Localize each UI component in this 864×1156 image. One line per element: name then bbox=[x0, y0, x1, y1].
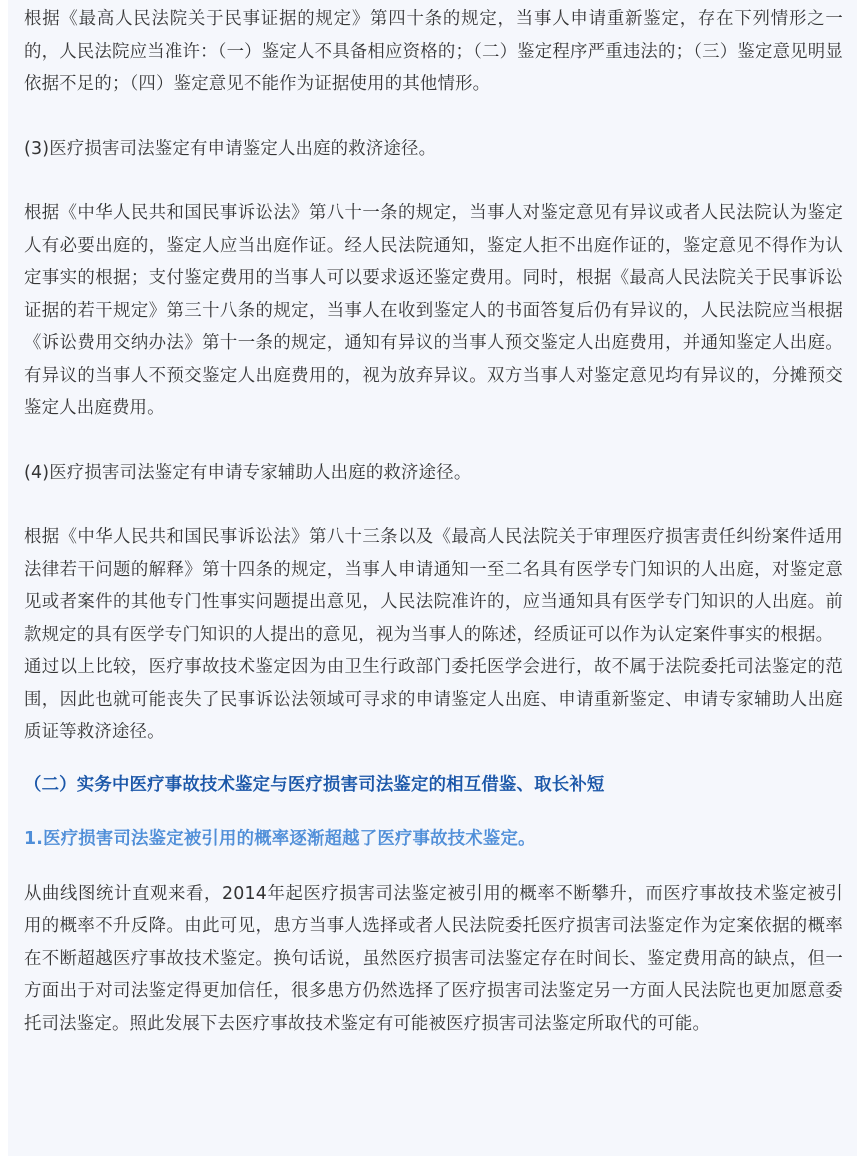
paragraph-comparison-summary: 通过以上比较，医疗事故技术鉴定因为由卫生行政部门委托医学会进行，故不属于法院委托司法鉴定的范围，因此也就可能丧失了民事诉讼法领域可寻求的申请鉴定人出庭、申请重新鉴定、申请专家辅助人出庭质证等救济途径。 bbox=[24, 657, 843, 742]
article-body bbox=[8, 0, 857, 1156]
subsection-heading: 1.医疗损害司法鉴定被引用的概率逐渐超越了医疗事故技术鉴定。 bbox=[24, 829, 536, 849]
paragraph-specialist-assistant: 根据《中华人民共和国民事诉讼法》第八十三条以及《最高人民法院关于审理医疗损害责任纠纷案件适用法律若干问题的解释》第十四条的规定，当事人申请通知一至二名具有医学专门知识的人出庭，对鉴定意见或者案件的其他专门性事实问题提出意见，人民法院准许的，应当通知具有医学专门知识的人出庭。前款规定的具有医学专门知识的人提出的意见，视为当事人的陈述，经质证可以作为认定案件事实的根据。 bbox=[24, 527, 843, 645]
paragraph-trend-analysis: 从曲线图统计直观来看，2014年起医疗损害司法鉴定被引用的概率不断攀升，而医疗事故技术鉴定被引用的概率不升反降。由此可见，患方当事人选择或者人民法院委托医疗损害司法鉴定作为定案依据的概率在不断超越医疗事故技术鉴定。换句话说，虽然医疗损害司法鉴定存在时间长、鉴定费用高的缺点，但一方面出于对司法鉴定得更加信任，很多患方仍然选择了医疗损害司法鉴定另一方面人民法院也更加愿意委托司法鉴定。照此发展下去医疗事故技术鉴定有可能被医疗损害司法鉴定所取代的可能。 bbox=[24, 883, 843, 1034]
item-3-heading: (3)医疗损害司法鉴定有申请鉴定人出庭的救济途径。 bbox=[24, 138, 437, 159]
spacer bbox=[24, 101, 843, 133]
section-heading: （二）实务中医疗事故技术鉴定与医疗损害司法鉴定的相互借鉴、取长补短 bbox=[24, 774, 605, 795]
item-4-heading: (4)医疗损害司法鉴定有申请专家辅助人出庭的救济途径。 bbox=[24, 462, 472, 483]
spacer bbox=[24, 165, 843, 197]
spacer bbox=[24, 425, 843, 457]
paragraph-retrial-conditions: 根据《最高人民法院关于民事证据的规定》第四十条的规定，当事人申请重新鉴定，存在下列情形之一的，人民法院应当准许：（一）鉴定人不具备相应资格的；（二）鉴定程序严重违法的；（三）鉴定意见明显依据不足的；（四）鉴定意见不能作为证据使用的其他情形。 bbox=[24, 9, 843, 94]
spacer bbox=[24, 489, 843, 521]
paragraph-expert-appearance: 根据《中华人民共和国民事诉讼法》第八十一条的规定，当事人对鉴定意见有异议或者人民法院认为鉴定人有必要出庭的，鉴定人应当出庭作证。经人民法院通知，鉴定人拒不出庭作证的，鉴定意见不得作为认定事实的根据；支付鉴定费用的当事人可以要求返还鉴定费用。同时，根据《最高人民法院关于民事诉讼证据的若干规定》第三十八条的规定，当事人在收到鉴定人的书面答复后仍有异议的，人民法院应当根据《诉讼费用交纳办法》第十一条的规定，通知有异议的当事人预交鉴定人出庭费用，并通知鉴定人出庭。有异议的当事人不预交鉴定人出庭费用的，视为放弃异议。双方当事人对鉴定意见均有异议的，分摊预交鉴定人出庭费用。 bbox=[24, 203, 843, 418]
